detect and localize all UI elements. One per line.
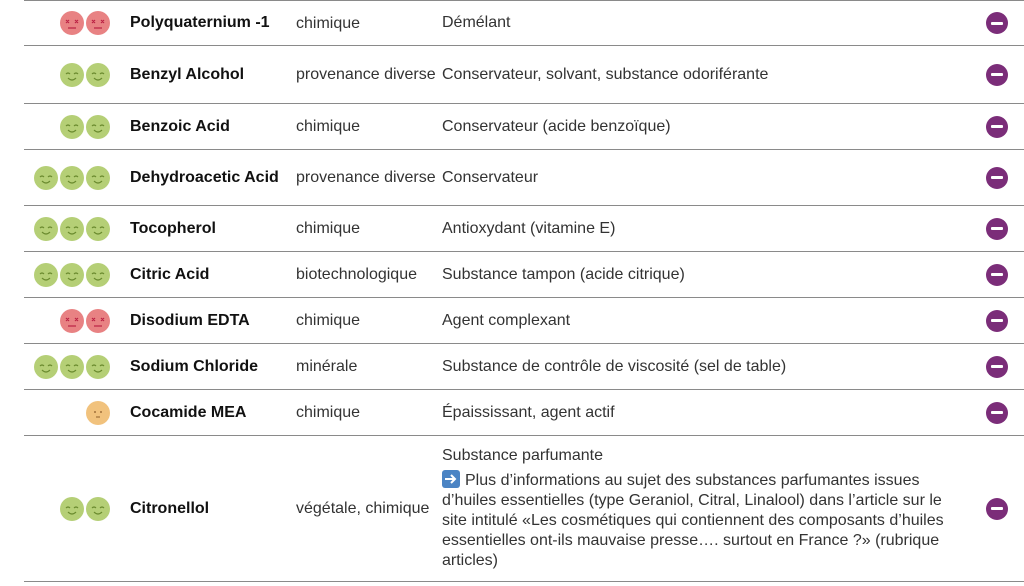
table-row <box>24 436 1024 582</box>
ingredient-origin: minérale <box>296 358 358 375</box>
ingredient-origin: biotechnologique <box>296 266 417 283</box>
smiley-face-icon <box>86 63 110 87</box>
ingredient-description: Agent complexant <box>442 311 571 329</box>
ingredient-name: Cocamide MEA <box>130 403 247 421</box>
smiley-face-icon <box>60 217 84 241</box>
ingredient-name: Dehydroacetic Acid <box>130 168 279 186</box>
score-faces <box>24 11 110 35</box>
smiley-face-icon <box>60 263 84 287</box>
minus-circle-icon[interactable] <box>986 264 1008 286</box>
neutral-face-icon <box>86 401 110 425</box>
minus-circle-icon[interactable] <box>986 402 1008 424</box>
table-row <box>24 104 1024 150</box>
smiley-face-icon <box>86 166 110 190</box>
ingredient-description: Conservateur <box>442 168 539 186</box>
minus-circle-icon[interactable] <box>986 498 1008 520</box>
table-row <box>24 150 1024 206</box>
ingredient-origin: chimique <box>296 14 361 32</box>
score-faces <box>24 263 110 287</box>
score-faces <box>24 63 110 87</box>
ingredient-name: Benzyl Alcohol <box>130 65 245 83</box>
ingredient-description: Démélant <box>442 14 511 31</box>
ingredient-name: Disodium EDTA <box>130 311 250 329</box>
ingredient-description: Substance tampon (acide citrique) <box>442 265 685 283</box>
score-faces <box>24 166 110 190</box>
smiley-face-icon <box>86 115 110 139</box>
smiley-face-icon <box>60 63 84 87</box>
table-row <box>24 344 1024 390</box>
ingredient-name: Polyquaternium -1 <box>130 14 270 31</box>
score-faces <box>24 401 110 425</box>
smiley-face-icon <box>86 263 110 287</box>
ingredient-name: Benzoic Acid <box>130 117 230 135</box>
dizzy-face-icon <box>60 11 84 35</box>
ingredient-description: Conservateur, solvant, substance odoriférante <box>442 65 769 83</box>
minus-circle-icon[interactable] <box>986 218 1008 240</box>
table-row <box>24 252 1024 298</box>
table-row <box>24 206 1024 252</box>
smiley-face-icon <box>60 115 84 139</box>
smiley-face-icon <box>60 497 84 521</box>
info-note <box>442 470 962 571</box>
smiley-face-icon <box>86 217 110 241</box>
score-faces <box>24 355 110 379</box>
table-row <box>24 390 1024 436</box>
score-faces <box>24 497 110 521</box>
smiley-face-icon <box>34 263 58 287</box>
table-row <box>24 46 1024 104</box>
table-row <box>24 298 1024 344</box>
dizzy-face-icon <box>60 309 84 333</box>
smiley-face-icon <box>60 355 84 379</box>
score-faces <box>24 217 110 241</box>
smiley-face-icon <box>34 166 58 190</box>
ingredient-description: Substance parfumante <box>442 447 603 464</box>
smiley-face-icon <box>34 355 58 379</box>
smiley-face-icon <box>60 166 84 190</box>
ingredient-description: Substance de contrôle de viscosité (sel de table) <box>442 357 787 375</box>
score-faces <box>24 309 110 333</box>
minus-circle-icon[interactable] <box>986 310 1008 332</box>
minus-circle-icon[interactable] <box>986 116 1008 138</box>
ingredient-origin: végétale, chimique <box>296 500 430 517</box>
smiley-face-icon <box>34 217 58 241</box>
ingredient-name: Citronellol <box>130 499 210 517</box>
minus-circle-icon[interactable] <box>986 167 1008 189</box>
ingredient-description: Épaississant, agent actif <box>442 403 615 421</box>
minus-circle-icon[interactable] <box>986 64 1008 86</box>
ingredient-description-block <box>442 446 962 571</box>
ingredient-origin: chimique <box>296 312 361 329</box>
smiley-face-icon <box>86 497 110 521</box>
ingredient-table <box>24 0 1024 582</box>
smiley-face-icon <box>86 355 110 379</box>
score-faces <box>24 115 110 139</box>
right-arrow-icon <box>442 470 460 488</box>
ingredient-origin: chimique <box>296 220 361 237</box>
info-note-text: Plus d’informations au sujet des substances parfumantes issues d’huiles essentielles (type Geraniol, Citral, Linalool) dans l’article sur le site intitulé «Les cosmétiques qui contiennent des composants d’huiles essentielles ont-ils mauvaise presse…. surtout en France ?» (rubrique articles) <box>442 472 944 569</box>
dizzy-face-icon <box>86 11 110 35</box>
dizzy-face-icon <box>86 309 110 333</box>
ingredient-origin: provenance diverse <box>296 66 436 83</box>
ingredient-origin: chimique <box>296 118 361 135</box>
table-row <box>24 0 1024 46</box>
minus-circle-icon[interactable] <box>986 356 1008 378</box>
ingredient-origin: chimique <box>296 404 361 421</box>
minus-circle-icon[interactable] <box>986 12 1008 34</box>
ingredient-origin: provenance diverse <box>296 169 436 186</box>
ingredient-name: Tocopherol <box>130 219 216 237</box>
ingredient-name: Sodium Chloride <box>130 357 258 375</box>
ingredient-description: Conservateur (acide benzoïque) <box>442 117 671 135</box>
ingredient-description: Antioxydant (vitamine E) <box>442 219 616 237</box>
ingredient-name: Citric Acid <box>130 265 210 283</box>
